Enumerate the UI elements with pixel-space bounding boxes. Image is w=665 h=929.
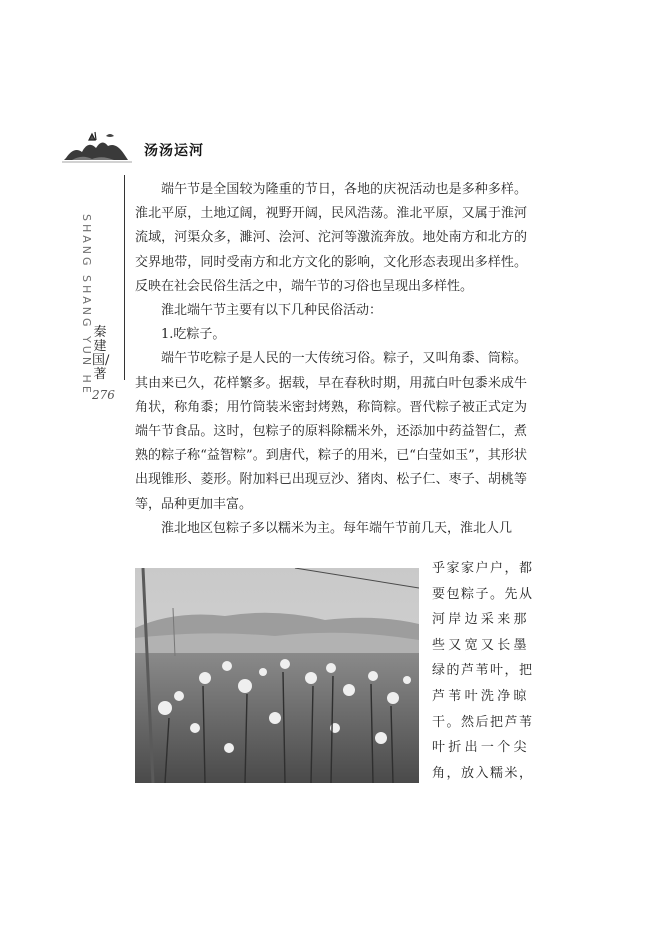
- side-line: 乎家家户户，都: [432, 561, 534, 576]
- paragraph: 端午节是全国较为隆重的节日，各地的庆祝活动也是多种多样。淮北平原，土地辽阔，视野开阔，民风浩荡。淮北平原，又属于淮河流域，河渠众多，濉河、浍河、沱河等激流奔放。地处南方和北方的交界地带，同时受南方和北方文化的影响，文化形态表现出多样性。反映在社会民俗生活之中，端午节的习俗也呈现出多样性。: [135, 182, 527, 294]
- page-number: 276: [92, 388, 115, 402]
- series-title-romanized: SHANG SHANG YUN HE: [80, 214, 93, 396]
- side-line: 干。然后把芦苇: [432, 714, 534, 730]
- paragraph: 1.吃粽子。: [161, 327, 226, 343]
- side-line: 要包粽子。先从: [432, 586, 534, 602]
- side-line: 些又宽又长墨: [432, 637, 528, 653]
- rapeseed-field-photo: [135, 568, 419, 783]
- side-line: 河岸边采来那: [432, 612, 528, 628]
- side-line: 绿的芦苇叶，把: [432, 663, 534, 679]
- side-line: 角，放入糯米，: [432, 765, 534, 781]
- side-line: 芦苇叶洗净晾: [432, 688, 528, 704]
- paragraph: 端午节吃粽子是人民的一大传统习俗。粽子，又叫角黍、筒粽。其由来已久，花样繁多。据载，早在春秋时期，用菰白叶包黍米成牛角状，称角黍；用竹筒装米密封烤熟，称筒粽。晋代粽子被正式定为端午节食品。这时，包粽子的原料除糯米外，还添加中药益智仁，煮熟的粽子称“益智粽”。到唐代，粽子的用米，已“白莹如玉”，其形状出现锥形、菱形。附加料已出现豆沙、猪肉、松子仁、枣子、胡桃等等，品种更加丰富。: [135, 351, 527, 512]
- paragraph: 淮北地区包粽子多以糯米为主。每年端午节前几天，淮北人几: [161, 520, 513, 536]
- body-text: [135, 178, 527, 541]
- running-header-title: 汤汤运河: [144, 143, 204, 159]
- side-column-text: [432, 556, 534, 786]
- margin-rule: [124, 175, 125, 380]
- author-credit: 秦建国/著: [92, 325, 110, 382]
- ink-landscape-logo: [62, 126, 132, 166]
- paragraph: 淮北端午节主要有以下几种民俗活动：: [161, 303, 383, 319]
- side-line: 叶折出一个尖: [432, 740, 528, 756]
